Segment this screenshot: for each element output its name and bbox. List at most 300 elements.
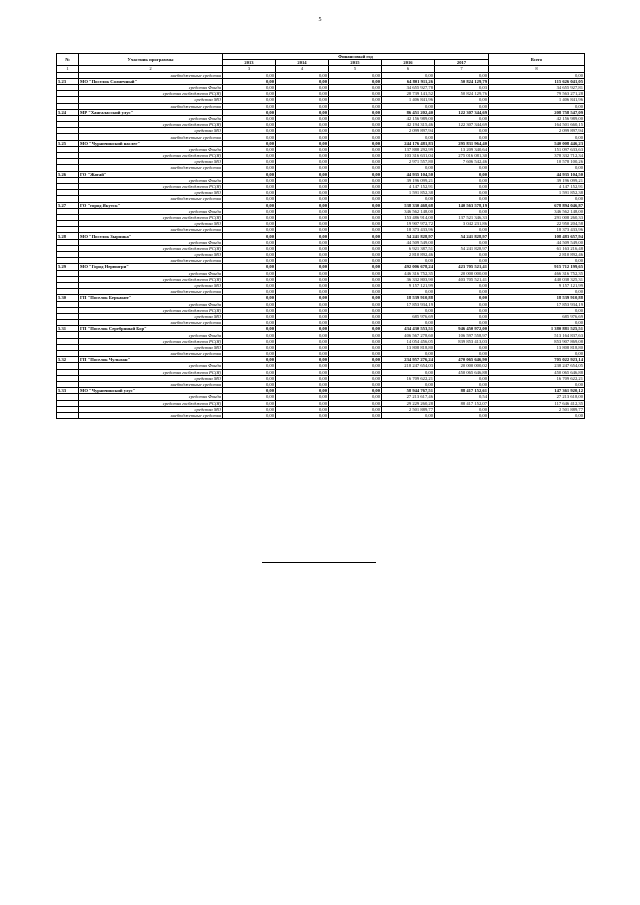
year-value: 295 831 964,40 (435, 140, 489, 146)
year-value: 19 907 972,72 (382, 221, 435, 227)
total-value: 0,00 (489, 320, 585, 326)
year-value: 0,00 (223, 338, 276, 344)
year-value: 685 976,69 (382, 313, 435, 319)
year-value: 275 016 081,30 (435, 153, 489, 159)
year-value: 0,00 (329, 72, 382, 78)
year-value: 0,00 (223, 227, 276, 233)
year-value: 50 824 129,79 (435, 78, 489, 84)
year-value: 34 655 927,78 (382, 84, 435, 90)
year-value: 0,00 (276, 183, 329, 189)
funding-source-name: средства МО (79, 159, 223, 165)
year-value: 0,00 (329, 289, 382, 295)
year-value: 0,00 (329, 134, 382, 140)
year-value: 470 065 646,90 (435, 357, 489, 363)
year-value: 0,00 (223, 381, 276, 387)
year-value: 64 801 911,26 (382, 78, 435, 84)
row-number: 5.29 (57, 264, 79, 270)
year-value: 0,00 (329, 122, 382, 128)
funding-source-name: средства Фонда (79, 177, 223, 183)
year-value: 434 430 553,51 (382, 326, 435, 332)
year-value: 446 316 752,35 (382, 270, 435, 276)
year-value: 0,00 (276, 264, 329, 270)
year-value: 0,00 (435, 406, 489, 412)
year-value: 0,00 (276, 406, 329, 412)
funding-source-name: средства Фонда (79, 363, 223, 369)
total-value: 291 008 260,33 (489, 214, 585, 220)
year-value: 0,00 (223, 357, 276, 363)
year-value: 0,00 (435, 375, 489, 381)
year-value: 0,00 (329, 159, 382, 165)
year-value: 0,00 (329, 307, 382, 313)
participant-name: ГП "Поселок Серебряный Бор" (79, 326, 223, 332)
funding-source-name: внебюджетные средства (79, 165, 223, 171)
year-value: 0,00 (223, 165, 276, 171)
year-value: 0,00 (329, 153, 382, 159)
year-value: 0,00 (329, 103, 382, 109)
year-value: 0,00 (382, 381, 435, 387)
year-value: 39 196 099,21 (382, 177, 435, 183)
year-value: 0,00 (435, 289, 489, 295)
total-value: 346 562 148,00 (489, 208, 585, 214)
total-value: 0,00 (489, 103, 585, 109)
year-value: 13 808 818,80 (382, 344, 435, 350)
total-value: 915 712 199,65 (489, 264, 585, 270)
year-value: 0,00 (276, 369, 329, 375)
total-value: 0,00 (489, 412, 585, 418)
row-number: 5.23 (57, 78, 79, 84)
header-participant: Участник программы (79, 54, 223, 66)
year-value: 406 567 278,60 (382, 332, 435, 338)
year-value: 0,00 (276, 357, 329, 363)
funding-source-name: средства Фонда (79, 239, 223, 245)
year-value: 9 157 121,99 (382, 282, 435, 288)
year-value: 0,00 (223, 270, 276, 276)
total-value: 705 022 923,14 (489, 357, 585, 363)
row-number: 5.33 (57, 388, 79, 394)
total-value: 450 065 646,88 (489, 369, 585, 375)
year-value: 0,00 (223, 128, 276, 134)
year-value: 839 853 413,03 (435, 338, 489, 344)
total-value: 17 853 934,19 (489, 301, 585, 307)
year-value: 58 944 767,51 (382, 388, 435, 394)
year-value: 0,00 (223, 233, 276, 239)
year-value: 0,00 (223, 282, 276, 288)
year-value: 0,00 (276, 258, 329, 264)
year-value: 423 705 521,41 (435, 264, 489, 270)
year-value: 1 406 841,96 (382, 97, 435, 103)
year-value: 0,00 (435, 320, 489, 326)
funding-source-name: внебюджетные средства (79, 72, 223, 78)
year-value: 0,00 (223, 72, 276, 78)
year-value: 0,00 (329, 165, 382, 171)
row-number: 5.26 (57, 171, 79, 177)
funding-source-name: внебюджетные средства (79, 381, 223, 387)
year-value: 0,00 (223, 177, 276, 183)
year-value: 0,00 (276, 196, 329, 202)
year-value: 2 099 897,94 (382, 128, 435, 134)
year-value: 0,00 (276, 78, 329, 84)
year-value: 0,00 (435, 72, 489, 78)
year-value: 218 247 654,03 (382, 363, 435, 369)
year-value: 0,00 (276, 388, 329, 394)
year-value: 0,00 (223, 400, 276, 406)
year-value: 0,00 (329, 412, 382, 418)
year-value: 0,00 (329, 400, 382, 406)
funding-source-name: средства госбюджета РС(Я) (79, 183, 223, 189)
total-value: 0,00 (489, 165, 585, 171)
year-value: 0,00 (329, 357, 382, 363)
year-value: 234 957 276,24 (382, 357, 435, 363)
year-value: 0,00 (329, 183, 382, 189)
header-year: 2016 (382, 60, 435, 66)
total-value: 2 501 889,77 (489, 406, 585, 412)
year-value: 0,00 (276, 245, 329, 251)
page-number: 5 (318, 17, 322, 23)
year-value: 0,00 (329, 221, 382, 227)
year-value: 0,00 (329, 177, 382, 183)
footer-rule (262, 562, 376, 563)
year-value: 0,00 (276, 165, 329, 171)
total-value: 61 163 216,48 (489, 245, 585, 251)
year-value: 44 935 104,50 (382, 171, 435, 177)
header-year: 2013 (223, 60, 276, 66)
year-value: 0,00 (276, 394, 329, 400)
year-value: 0,00 (276, 146, 329, 152)
total-value: 1 380 881 525,51 (489, 326, 585, 332)
year-value: 0,00 (435, 307, 489, 313)
year-value: 0,00 (435, 128, 489, 134)
header-year: 2014 (276, 60, 329, 66)
year-value: 0,00 (435, 183, 489, 189)
header-total: Всего (489, 54, 585, 66)
total-value: 0,00 (489, 72, 585, 78)
funding-source-name: внебюджетные средства (79, 103, 223, 109)
year-value: 0,00 (223, 171, 276, 177)
year-value: 0,00 (223, 109, 276, 115)
year-value: 0,00 (329, 190, 382, 196)
year-value: 0,00 (435, 97, 489, 103)
total-value: 22 950 204,58 (489, 221, 585, 227)
year-value: 0,00 (223, 140, 276, 146)
year-value: 0,00 (276, 412, 329, 418)
year-value: 0,00 (435, 313, 489, 319)
year-value: 0,00 (223, 320, 276, 326)
year-value: 20 000 000,00 (435, 270, 489, 276)
year-value: 0,00 (276, 338, 329, 344)
total-value: 164 501 660,15 (489, 122, 585, 128)
funding-source-name: внебюджетные средства (79, 320, 223, 326)
total-value: 853 907 869,08 (489, 338, 585, 344)
year-value: 0,00 (276, 103, 329, 109)
year-value: 0,00 (329, 338, 382, 344)
year-value: 0,00 (223, 115, 276, 121)
funding-source-name: средства Фонда (79, 84, 223, 90)
year-value: 0,00 (435, 227, 489, 233)
year-value: 14 054 456,05 (382, 338, 435, 344)
funding-source-name: средства МО (79, 344, 223, 350)
funding-source-name: средства госбюджета РС(Я) (79, 338, 223, 344)
row-number: 5.31 (57, 326, 79, 332)
funding-source-name: средства МО (79, 190, 223, 196)
year-value: 0,00 (435, 239, 489, 245)
year-value: 0,00 (276, 289, 329, 295)
year-value: 0,00 (223, 363, 276, 369)
year-value: 0,00 (223, 258, 276, 264)
year-value: 0,00 (223, 196, 276, 202)
year-value: 0,00 (382, 72, 435, 78)
year-value: 0,00 (276, 97, 329, 103)
year-value: 0,00 (223, 351, 276, 357)
year-value: 0,00 (276, 72, 329, 78)
year-value: 0,00 (329, 97, 382, 103)
year-value: 0,00 (329, 252, 382, 258)
year-value: 0,00 (382, 196, 435, 202)
year-value: 0,00 (382, 369, 435, 375)
total-value: 466 316 752,35 (489, 270, 585, 276)
year-value: 2 810 892,46 (382, 252, 435, 258)
funding-source-name: средства госбюджета РС(Я) (79, 214, 223, 220)
year-value: 0,00 (223, 208, 276, 214)
year-value: 0,00 (223, 289, 276, 295)
total-value: 27 213 618,00 (489, 394, 585, 400)
year-value: 0,00 (276, 363, 329, 369)
year-value: 42 194 315,46 (382, 122, 435, 128)
year-value: 0,00 (329, 91, 382, 97)
year-value: 0,00 (329, 363, 382, 369)
total-value: 540 008 446,23 (489, 140, 585, 146)
year-value: 0,00 (329, 301, 382, 307)
year-value: 0,00 (329, 381, 382, 387)
year-value: 0,00 (276, 301, 329, 307)
participant-name: МО "Чурапчинский улус" (79, 388, 223, 394)
funding-source-name: средства МО (79, 128, 223, 134)
column-number: 1 (57, 66, 79, 72)
year-value: 0,00 (329, 128, 382, 134)
row-number: 5.28 (57, 233, 79, 239)
year-value: 0,00 (382, 165, 435, 171)
year-value: 0,00 (276, 109, 329, 115)
year-value: 0,00 (276, 140, 329, 146)
year-value: 0,00 (223, 78, 276, 84)
year-value: 0,00 (223, 301, 276, 307)
year-value: 0,00 (329, 84, 382, 90)
year-value: 86 451 202,40 (382, 109, 435, 115)
year-value: 0,00 (223, 153, 276, 159)
year-value: 0,00 (382, 134, 435, 140)
year-value: 0,00 (276, 190, 329, 196)
year-value: 2 501 889,77 (382, 406, 435, 412)
year-value: 0,00 (276, 351, 329, 357)
year-value: 0,00 (329, 258, 382, 264)
year-value: 0,00 (223, 84, 276, 90)
year-value: 0,00 (276, 177, 329, 183)
year-value: 153 486 914,00 (382, 214, 435, 220)
year-value: 20 000 000,02 (435, 363, 489, 369)
year-value: 0,00 (276, 276, 329, 282)
total-value: 0,00 (489, 258, 585, 264)
header-year: 2017 (435, 60, 489, 66)
row-number: 5.27 (57, 202, 79, 208)
year-value: 0,00 (276, 307, 329, 313)
year-value: 88 417 152,07 (435, 400, 489, 406)
funding-source-name: внебюджетные средства (79, 134, 223, 140)
participant-name: ГО "город Якутск" (79, 202, 223, 208)
year-value: 0,00 (276, 295, 329, 301)
funding-source-name: средства Фонда (79, 208, 223, 214)
year-value: 0,00 (329, 196, 382, 202)
row-number (57, 412, 79, 418)
funding-source-name: средства госбюджета РС(Я) (79, 276, 223, 282)
year-value: 0,00 (329, 227, 382, 233)
total-value: 0,00 (489, 351, 585, 357)
row-number: 5.32 (57, 357, 79, 363)
year-value: 0,00 (382, 351, 435, 357)
column-number: 6 (382, 66, 435, 72)
year-value: 0,00 (276, 208, 329, 214)
year-value: 0,00 (276, 375, 329, 381)
year-value: 0,00 (223, 276, 276, 282)
total-value: 678 894 046,87 (489, 202, 585, 208)
row-number: 5.30 (57, 295, 79, 301)
year-value: 0,00 (276, 134, 329, 140)
year-value: 0,00 (276, 313, 329, 319)
year-value: 0,00 (382, 320, 435, 326)
year-value: 0,00 (276, 270, 329, 276)
year-value: 0,00 (435, 351, 489, 357)
funding-source-name: средства МО (79, 252, 223, 258)
participant-name: МР "Хангаласский улус" (79, 109, 223, 115)
year-value: 0,00 (329, 208, 382, 214)
participant-name: ГО "Жатай" (79, 171, 223, 177)
year-value: 0,00 (329, 332, 382, 338)
participant-name: МО "Поселок Зырянка" (79, 233, 223, 239)
funding-source-name: средства МО (79, 375, 223, 381)
funding-source-name: средства МО (79, 282, 223, 288)
year-value: 346 562 148,00 (382, 208, 435, 214)
year-value: 137 888 292,99 (382, 146, 435, 152)
year-value: 0,00 (329, 202, 382, 208)
total-value: 18 539 910,88 (489, 295, 585, 301)
year-value: 0,00 (276, 252, 329, 258)
year-value: 0,00 (329, 214, 382, 220)
funding-source-name: внебюджетные средства (79, 227, 223, 233)
year-value: 0,00 (435, 171, 489, 177)
year-value: 50 824 129,76 (435, 91, 489, 97)
year-value: 0,00 (329, 282, 382, 288)
participant-name: ГП "Поселок Беркакит" (79, 295, 223, 301)
funding-source-name: средства МО (79, 97, 223, 103)
funding-source-name: внебюджетные средства (79, 351, 223, 357)
year-value: 0,00 (329, 344, 382, 350)
year-value: 28 739 141,52 (382, 91, 435, 97)
year-value: 0,00 (435, 103, 489, 109)
total-value: 0,00 (489, 134, 585, 140)
year-value: 0,00 (223, 326, 276, 332)
year-value: 88 417 152,61 (435, 388, 489, 394)
total-value: 108 483 657,94 (489, 233, 585, 239)
year-value: 0,00 (223, 369, 276, 375)
year-value: 137 521 346,33 (435, 214, 489, 220)
year-value: 0,00 (223, 91, 276, 97)
year-value: 0,00 (329, 351, 382, 357)
funding-source-name: средства госбюджета РС(Я) (79, 245, 223, 251)
funding-source-name: средства МО (79, 221, 223, 227)
year-value: 0,00 (276, 159, 329, 165)
year-value: 538 330 468,68 (382, 202, 435, 208)
year-value: 44 509 549,00 (382, 239, 435, 245)
funding-source-name: внебюджетные средства (79, 196, 223, 202)
total-value: 151 097 633,63 (489, 146, 585, 152)
year-value: 0,00 (329, 276, 382, 282)
total-value: 0,00 (489, 196, 585, 202)
year-value: 0,00 (223, 134, 276, 140)
funding-source-name: средства МО (79, 313, 223, 319)
year-value: 0,00 (435, 301, 489, 307)
header-financial-year: Финансовый год (223, 54, 489, 60)
year-value: 946 450 972,00 (435, 326, 489, 332)
year-value: 0,00 (329, 313, 382, 319)
year-value: 0,00 (329, 264, 382, 270)
year-value: 0,00 (329, 320, 382, 326)
funding-source-row (57, 412, 585, 418)
year-value: 0,00 (435, 252, 489, 258)
year-value: 0,00 (435, 115, 489, 121)
year-value: 0,00 (276, 171, 329, 177)
year-value: 0,00 (329, 270, 382, 276)
participant-name: МО "Поселок Солнечный" (79, 78, 223, 84)
year-value: 0,00 (223, 202, 276, 208)
total-value: 44 935 104,50 (489, 171, 585, 177)
total-value: 0,00 (489, 381, 585, 387)
year-value: 0,00 (223, 406, 276, 412)
funding-source-name: внебюджетные средства (79, 412, 223, 418)
total-value: 79 563 271,28 (489, 91, 585, 97)
funding-source-name: средства госбюджета РС(Я) (79, 369, 223, 375)
year-value: 103 316 631,04 (382, 153, 435, 159)
year-value: 122 307 344,69 (435, 122, 489, 128)
year-value: 54 241 828,97 (382, 233, 435, 239)
year-value: 0,00 (435, 177, 489, 183)
year-value: 0,00 (382, 103, 435, 109)
total-value: 440 038 325,31 (489, 276, 585, 282)
participant-name: МО "Город Нерюнгри" (79, 264, 223, 270)
total-value: 238 247 654,05 (489, 363, 585, 369)
total-value: 513 164 837,63 (489, 332, 585, 338)
row-number: 5.24 (57, 109, 79, 115)
year-value: 0,00 (223, 214, 276, 220)
year-value: 0,00 (329, 388, 382, 394)
total-value: 1 406 841,96 (489, 97, 585, 103)
funding-source-name: средства Фонда (79, 270, 223, 276)
year-value: 0,00 (435, 295, 489, 301)
column-number: 4 (276, 66, 329, 72)
year-value: 0,00 (276, 282, 329, 288)
year-value: 0,00 (329, 140, 382, 146)
total-value: 34 655 927,81 (489, 84, 585, 90)
header-number: № (57, 54, 79, 66)
year-value: 3 042 231,86 (435, 221, 489, 227)
year-value: 0,00 (223, 97, 276, 103)
year-value: 0,00 (276, 115, 329, 121)
year-value: 0,00 (223, 394, 276, 400)
year-value: 1 591 852,38 (382, 190, 435, 196)
total-value: 13 808 818,80 (489, 344, 585, 350)
year-value: 0,00 (223, 388, 276, 394)
funding-source-name: средства госбюджета РС(Я) (79, 122, 223, 128)
total-value: 2 810 892,46 (489, 252, 585, 258)
total-value: 0,00 (489, 307, 585, 313)
total-value: 117 646 412,35 (489, 400, 585, 406)
